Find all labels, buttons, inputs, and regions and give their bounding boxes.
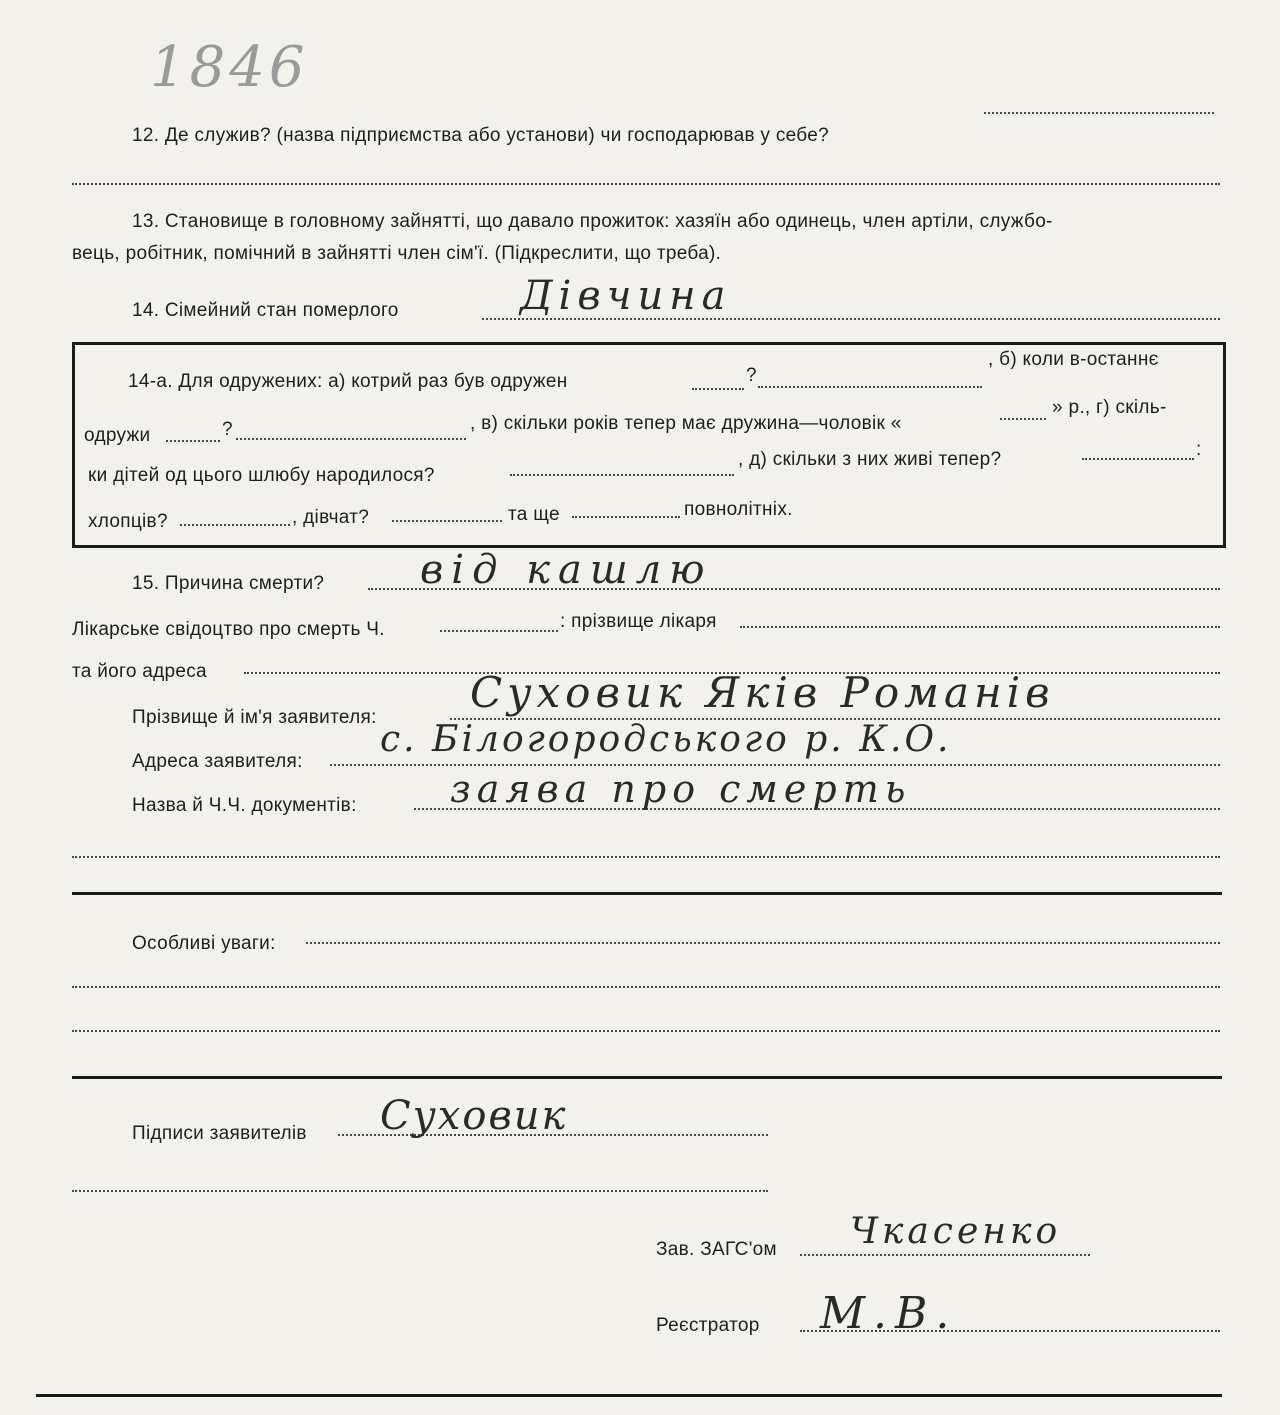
- q14a-line1-text: 14-а. Для одружених: а) котрий раз був одружен: [128, 371, 568, 392]
- q12-answer-line-1: [984, 112, 1214, 114]
- doctor-label: : прізвище лікаря: [560, 611, 717, 632]
- q14a-line2-dots-3: [1000, 418, 1046, 420]
- q14a-line3-dots-2: [1082, 458, 1194, 460]
- remarks-line-3: [72, 1030, 1220, 1032]
- q14a-line1-text-b: , б) коли в-останнє: [988, 349, 1159, 370]
- applicant-address-label: Адреса заявителя:: [132, 751, 303, 772]
- certificate-label: Лікарське свідоцтво про смерть Ч.: [72, 619, 385, 640]
- doctor-address-label: та його адреса: [72, 661, 207, 682]
- zags-head-signature: Чкасенко: [850, 1211, 1062, 1252]
- applicant-signature-line-2: [72, 1190, 768, 1192]
- section-divider-1: [72, 892, 1222, 895]
- q15-label: 15. Причина смерти?: [132, 573, 325, 594]
- doctor-name-line: [740, 626, 1220, 628]
- q14a-line3-text-c: :: [1196, 439, 1202, 460]
- remarks-line-1: [306, 942, 1220, 944]
- q14a-line2-dots-1: [166, 440, 220, 442]
- q14a-line4-dots-3: [572, 516, 680, 518]
- documents-handwritten: заява про смерть: [450, 767, 912, 811]
- q12-answer-line-2: [72, 183, 1220, 185]
- q14-label: 14. Сімейний стан померлого: [132, 300, 399, 321]
- section-divider-2: [72, 1076, 1222, 1079]
- q14a-line4-text-d: повнолітніх.: [684, 499, 793, 520]
- q14a-line4-dots-2: [392, 520, 502, 522]
- zags-head-label: Зав. ЗАГС'ом: [656, 1239, 777, 1260]
- applicant-name-handwritten: Суховик Яків Романів: [470, 668, 1055, 717]
- registrar-signature: М.В.: [820, 1288, 958, 1339]
- q14a-line3-dots-1: [510, 474, 734, 476]
- certificate-number-line: [440, 630, 558, 632]
- q14a-line4-text-b: , дівчат?: [292, 507, 370, 528]
- q13-line-2: вець, робітник, помічний в зайнятті член сім'ї. (Підкреслити, що треба).: [72, 243, 722, 264]
- documents-label: Назва й Ч.Ч. документів:: [132, 795, 357, 816]
- bottom-divider: [36, 1394, 1222, 1397]
- q12-label: 12. Де служив? (назва підприємства або установи) чи господарював у себе?: [132, 125, 829, 146]
- q14a-line2-text-c: » р., г) скіль-: [1052, 397, 1167, 418]
- applicant-signature-handwritten: Суховик: [380, 1093, 568, 1139]
- q13-line-1: 13. Становище в головному зайнятті, що давало прожиток: хазяїн або одинець, член артіли, службо-: [132, 211, 1053, 232]
- applicant-name-label: Прізвище й ім'я заявителя:: [132, 707, 377, 728]
- q14a-line3-text-a: ки дітей од цього шлюбу народилося?: [88, 465, 435, 486]
- zags-head-line: [800, 1254, 1090, 1256]
- applicant-signature-label: Підписи заявителів: [132, 1123, 307, 1144]
- q14a-line2-text-b: , в) скільки років тепер має дружина—чоловік «: [470, 413, 902, 434]
- q14a-line1-dots-2: [758, 386, 982, 388]
- q14a-line1-dots-1: [692, 388, 744, 390]
- q14a-line4-text-c: та ще: [508, 504, 560, 525]
- q14a-line2-dots-2: [236, 438, 466, 440]
- q14a-line3-text-b: , д) скільки з них живі тепер?: [738, 449, 1002, 470]
- q15-answer-handwritten: від кашлю: [420, 547, 713, 593]
- q14a-line4-text-a: хлопців?: [88, 511, 168, 532]
- applicant-address-handwritten: с. Білогородського р. К.О.: [380, 719, 952, 760]
- q14a-line1-question: ?: [746, 365, 757, 386]
- q14-answer-handwritten: Дівчина: [520, 273, 732, 319]
- q14a-line4-dots-1: [180, 524, 290, 526]
- remarks-line-2: [72, 986, 1220, 988]
- q14a-line2-question: ?: [222, 419, 233, 440]
- registrar-label: Реєстратор: [656, 1315, 760, 1336]
- documents-line-2: [72, 856, 1220, 858]
- q14a-line2-text-a: одружи: [84, 425, 151, 446]
- applicant-address-line: [330, 764, 1220, 766]
- archive-number: 1846: [150, 35, 309, 100]
- remarks-label: Особливі уваги:: [132, 933, 276, 954]
